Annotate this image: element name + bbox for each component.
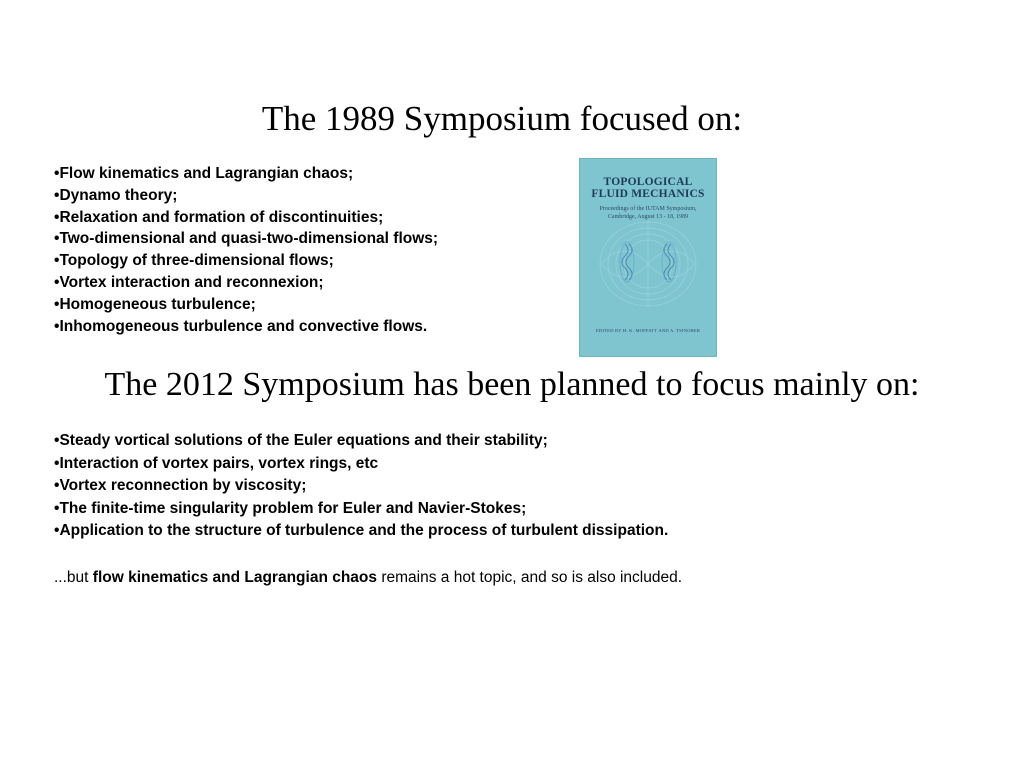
list-item: • Flow kinematics and Lagrangian chaos;	[54, 163, 438, 185]
closing-emphasis: flow kinematics and Lagrangian chaos	[92, 569, 378, 586]
closing-prefix: ...but	[54, 569, 93, 586]
list-item: • Inhomogeneous turbulence and convective flows.	[54, 316, 438, 338]
heading-1989-symposium: The 1989 Symposium focused on:	[261, 99, 743, 138]
list-item: • Dynamo theory;	[54, 185, 438, 207]
list-item: • Topology of three-dimensional flows;	[54, 250, 438, 272]
list-item: • Two-dimensional and quasi-two-dimensional flows;	[54, 228, 438, 250]
book-title: TOPOLOGICAL FLUID MECHANICS	[591, 176, 705, 200]
list-item: • Steady vortical solutions of the Euler equations and their stability;	[54, 430, 668, 453]
list-item: • The finite-time singularity problem for Euler and Navier-Stokes;	[54, 498, 668, 521]
book-cover-image	[579, 158, 717, 357]
topics-2012-list	[54, 430, 668, 543]
topics-1989-list	[54, 163, 438, 337]
list-item: • Application to the structure of turbulence and the process of turbulent dissipation.	[54, 520, 668, 543]
closing-suffix: remains a hot topic, and so is also included.	[377, 569, 683, 586]
closing-note	[54, 569, 682, 587]
book-subtitle: Proceedings of the IUTAM Symposium, Cambridge, August 13 - 18, 1989	[599, 206, 697, 220]
list-item: • Homogeneous turbulence;	[54, 294, 438, 316]
heading-2012-symposium: The 2012 Symposium has been planned to focus mainly on:	[104, 366, 920, 403]
list-item: • Vortex reconnection by viscosity;	[54, 475, 668, 498]
list-item: • Relaxation and formation of discontinuities;	[54, 207, 438, 229]
book-editors: EDITED BY H. K. MOFFATT AND A. TSINOBER	[595, 328, 701, 333]
list-item: • Interaction of vortex pairs, vortex rings, etc	[54, 453, 668, 476]
list-item: • Vortex interaction and reconnexion;	[54, 272, 438, 294]
